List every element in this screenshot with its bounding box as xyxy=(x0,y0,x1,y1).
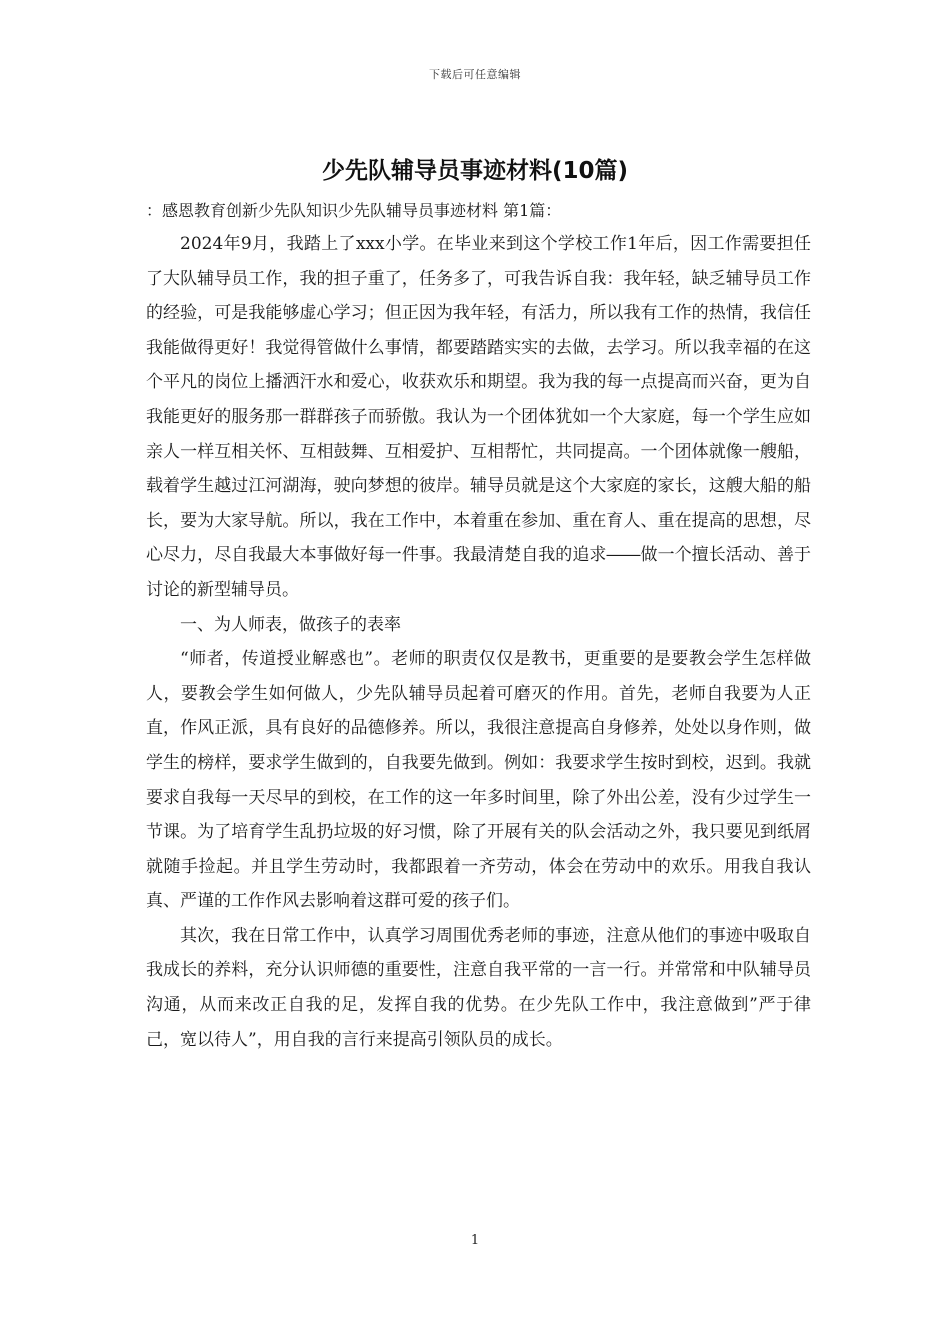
paragraph: 2024年9月，我踏上了xxx小学。在毕业来到这个学校工作1年后，因工作需要担任了大队辅导员工作，我的担子重了，任务多了，可我告诉自我：我年轻，缺乏辅导员工作的经验，可是我能够虚心学习；但正因为我年轻，有活力，所以我有工作的热情，我信任我能做得更好！我觉得管做什么事情，都要踏踏实实的去做，去学习。所以我幸福的在这个平凡的岗位上播洒汗水和爱心，收获欢乐和期望。我为我的每一点提高而兴奋，更为自我能更好的服务那一群群孩子而骄傲。我认为一个团体犹如一个大家庭，每一个学生应如亲人一样互相关怀、互相鼓舞、互相爱护、互相帮忙，共同提高。一个团体就像一艘船，载着学生越过江河湖海，驶向梦想的彼岸。辅导员就是这个大家庭的家长，这艘大船的船长，要为大家导航。所以，我在工作中，本着重在参加、重在育人、重在提高的思想，尽心尽力，尽自我最大本事做好每一件事。我最清楚自我的追求――做一个擅长活动、善于讨论的新型辅导员。 xyxy=(146,234,811,600)
document-subtitle: ：感恩教育创新少先队知识少先队辅导员事迹材料 第1篇： xyxy=(146,201,562,220)
document-title: 少先队辅导员事迹材料(10篇) xyxy=(321,158,629,184)
page-number: 1 xyxy=(470,1233,480,1248)
body-text xyxy=(146,227,811,1057)
section-heading: 一、为人师表，做孩子的表率 xyxy=(180,614,401,635)
paragraph: 其次，我在日常工作中，认真学习周围优秀老师的事迹，注意从他们的事迹中吸取自我成长的养料，充分认识师德的重要性，注意自我平常的一言一行。并常常和中队辅导员沟通，从而来改正自我的足，发挥自我的优势。在少先队工作中，我注意做到”严于律己，宽以待人”，用自我的言行来提高引领队员的成长。 xyxy=(146,925,811,1050)
header-note: 下载后可任意编辑 xyxy=(429,68,521,81)
paragraph: “师者，传道授业解惑也”。老师的职责仅仅是教书，更重要的是要教会学生怎样做人，要教会学生如何做人，少先队辅导员起着可磨灭的作用。首先，老师自我要为人正直，作风正派，具有良好的品德修养。所以，我很注意提高自身修养，处处以身作则，做学生的榜样，要求学生做到的，自我要先做到。例如：我要求学生按时到校，迟到。我就要求自我每一天尽早的到校，在工作的这一年多时间里，除了外出公差，没有少过学生一节课。为了培育学生乱扔垃圾的好习惯，除了开展有关的队会活动之外，我只要见到纸屑就随手捡起。并且学生劳动时，我都跟着一齐劳动，体会在劳动中的欢乐。用我自我认真、严谨的工作作风去影响着这群可爱的孩子们。 xyxy=(146,649,811,912)
